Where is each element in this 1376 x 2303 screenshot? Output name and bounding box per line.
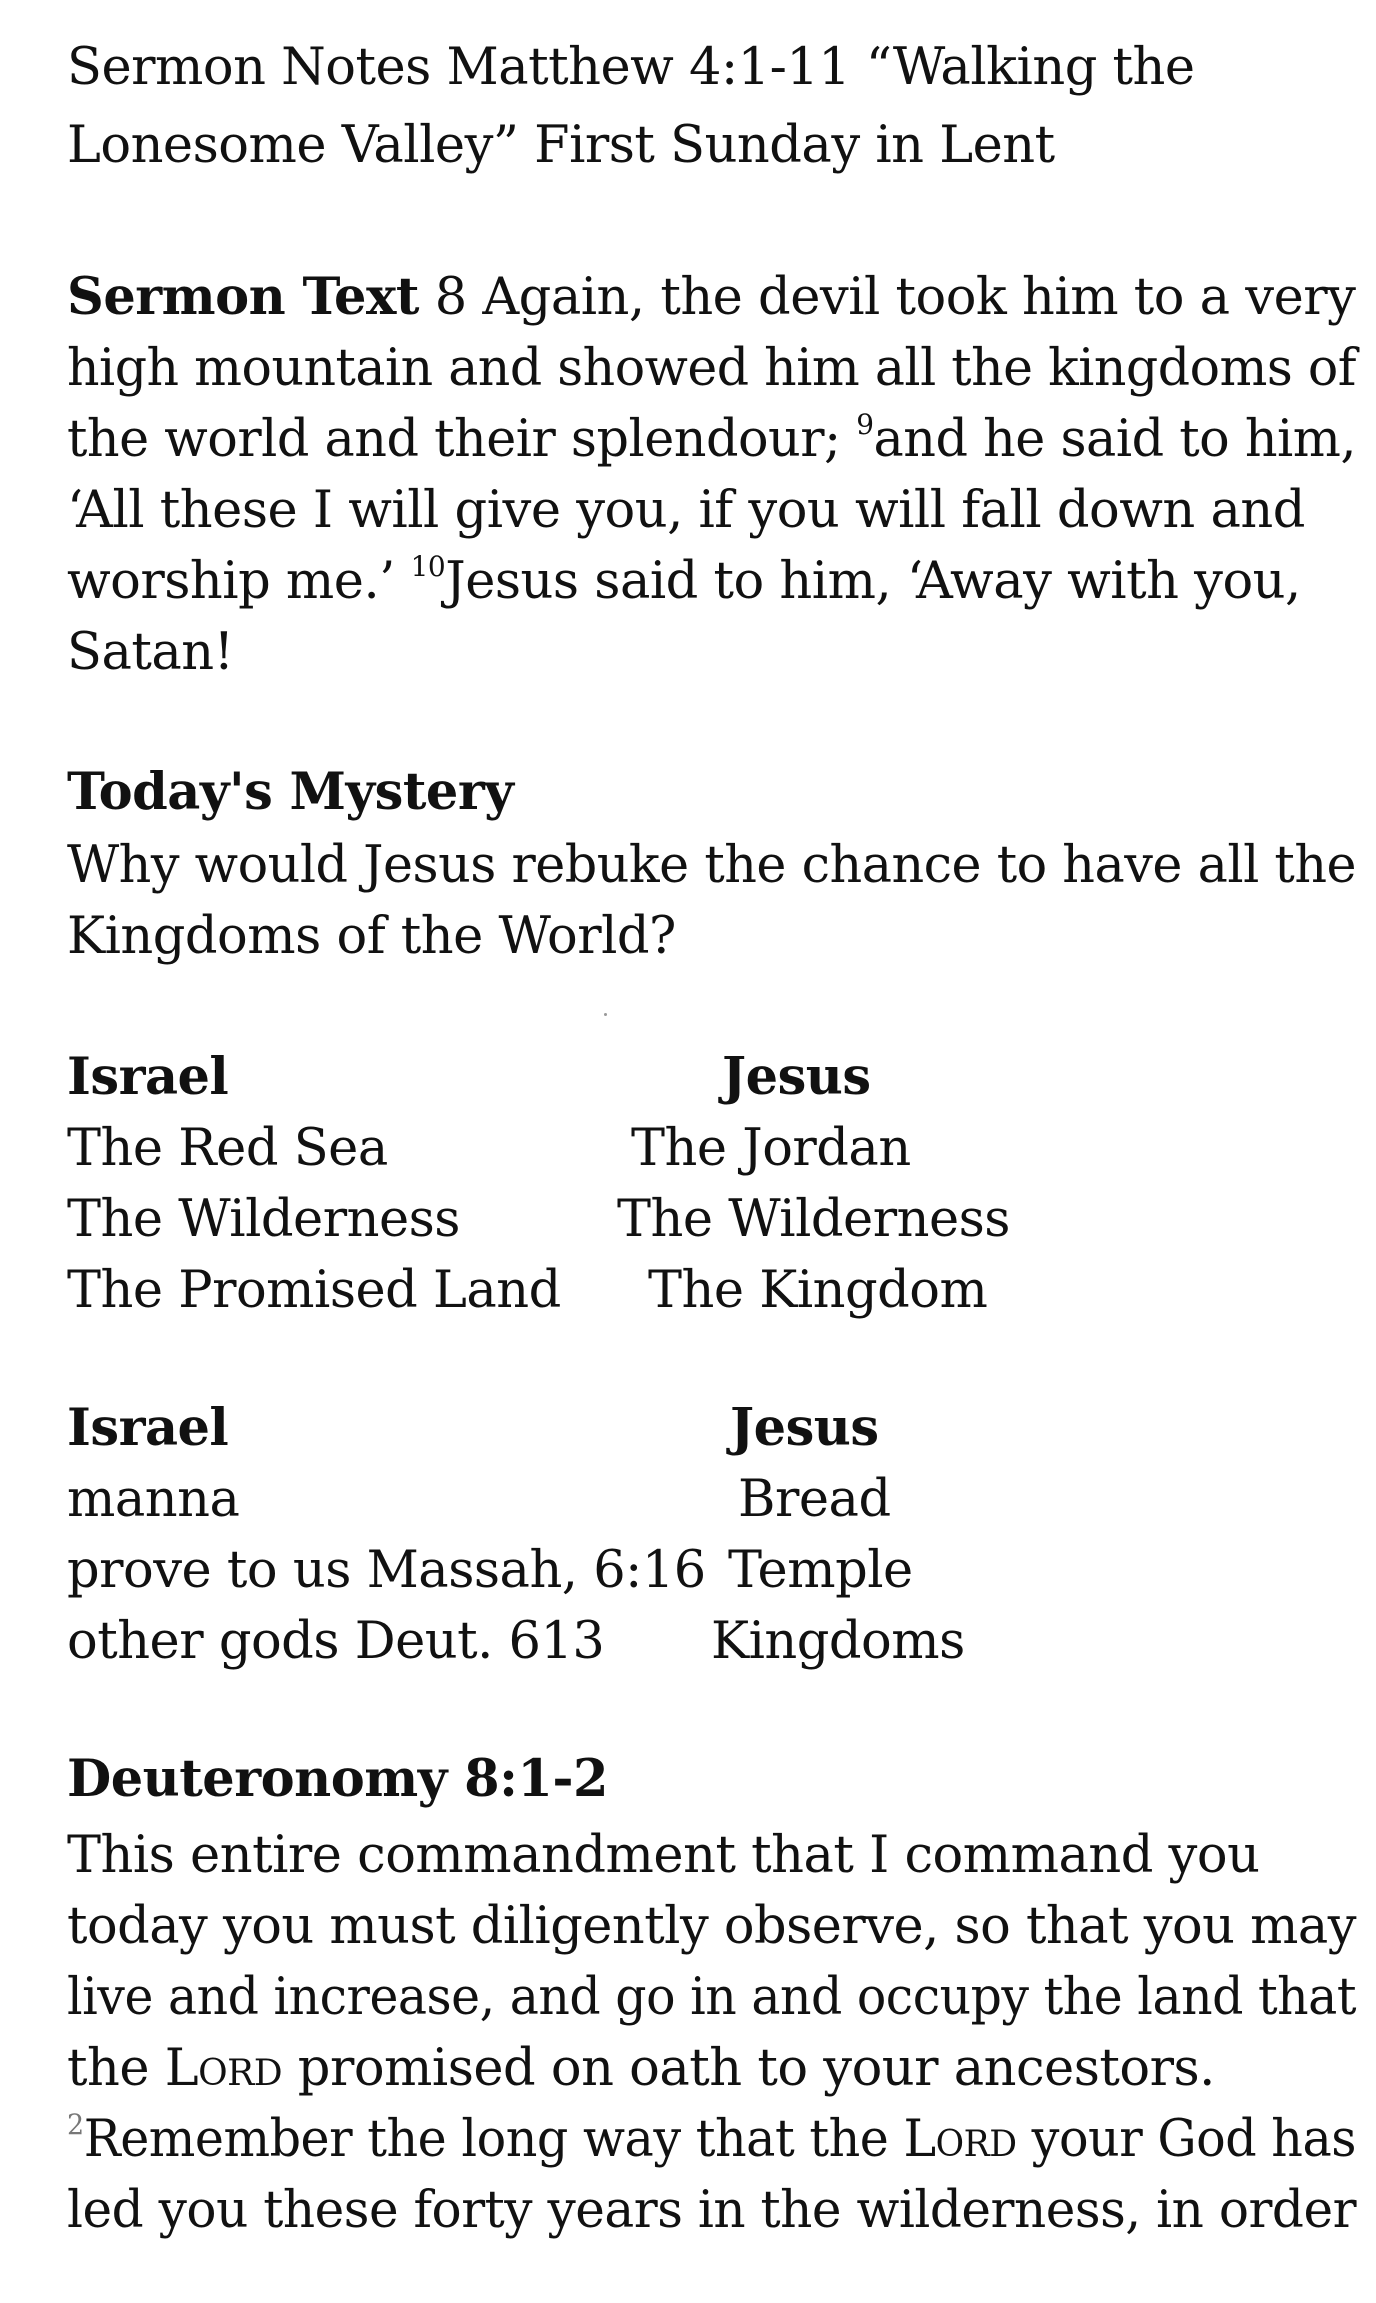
deuteronomy-line-4-b: promised on oath to your ancestors. — [282, 2039, 1215, 2098]
sermon-text-line-6: Satan! — [67, 623, 234, 682]
sermon-text-line-5-b: Jesus said to him, ‘Away with you, — [445, 552, 1301, 611]
comparison1-row-3-left: The Promised Land — [67, 1261, 561, 1320]
lord-small-caps: Lord — [903, 2110, 1017, 2169]
sermon-text-label: Sermon Text — [67, 267, 419, 327]
comparison1-left-header: Israel — [67, 1047, 229, 1107]
mystery-line-1: Why would Jesus rebuke the chance to have all the — [67, 836, 1357, 895]
sermon-text-line-5-a: worship me.’ — [67, 552, 411, 611]
deuteronomy-line-2: today you must diligently observe, so that you may — [67, 1897, 1357, 1956]
mystery-line-2: Kingdoms of the World? — [67, 907, 676, 966]
sermon-text-line-5 — [67, 550, 1301, 611]
sermon-text-line-4: ‘All these I will give you, if you will fall down and — [67, 481, 1305, 540]
sermon-text-line-1-rest: 8 Again, the devil took him to a very — [418, 268, 1356, 327]
comparison2-row-3-left: other gods Deut. 613 — [67, 1612, 605, 1671]
page-title-line-1: Sermon Notes Matthew 4:1-11 “Walking the — [67, 38, 1195, 97]
deuteronomy-line-5-a: Remember the long way that the — [83, 2110, 904, 2169]
verse-number-9: 9 — [856, 408, 874, 441]
scan-speck — [604, 1013, 607, 1016]
comparison1-row-1-left: The Red Sea — [67, 1119, 388, 1178]
deuteronomy-line-5 — [67, 2108, 1356, 2169]
sermon-text-line-1 — [67, 267, 1356, 327]
comparison2-row-3-right: Kingdoms — [711, 1612, 965, 1671]
deuteronomy-line-4 — [67, 2039, 1215, 2098]
comparison2-left-header: Israel — [67, 1398, 229, 1458]
sermon-text-line-2: high mountain and showed him all the kingdoms of — [67, 339, 1357, 398]
comparison1-row-3-right: The Kingdom — [648, 1261, 988, 1320]
sermon-text-line-3-a: the world and their splendour; — [67, 410, 857, 469]
comparison1-right-header: Jesus — [722, 1047, 871, 1107]
mystery-heading: Today's Mystery — [67, 762, 514, 822]
comparison1-row-2-left: The Wilderness — [67, 1190, 460, 1249]
lord-small-caps: Lord — [164, 2039, 283, 2098]
comparison2-row-2-right: Temple — [728, 1541, 913, 1600]
comparison2-row-2-left: prove to us Massah, 6:16 — [67, 1541, 706, 1600]
sermon-text-line-3 — [67, 408, 1357, 469]
comparison2-row-1-right: Bread — [738, 1470, 891, 1529]
page-title-line-2: Lonesome Valley” First Sunday in Lent — [67, 116, 1055, 175]
comparison2-row-1-left: manna — [67, 1470, 240, 1529]
deuteronomy-line-5-b: your God has — [1016, 2110, 1356, 2169]
deuteronomy-heading: Deuteronomy 8:1-2 — [67, 1749, 609, 1809]
sermon-text-line-3-b: and he said to him, — [873, 410, 1357, 469]
verse-number-10: 10 — [410, 550, 446, 583]
comparison1-row-2-right: The Wilderness — [617, 1190, 1010, 1249]
deuteronomy-line-4-a: the — [67, 2039, 165, 2098]
comparison2-right-header: Jesus — [730, 1398, 879, 1458]
deuteronomy-line-1: This entire commandment that I command you — [67, 1826, 1260, 1885]
deuteronomy-line-3: live and increase, and go in and occupy the land that — [67, 1968, 1357, 2027]
comparison1-row-1-right: The Jordan — [631, 1119, 911, 1178]
deuteronomy-line-6: led you these forty years in the wilderness, in order — [67, 2181, 1357, 2240]
verse-number-2: 2 — [67, 2108, 84, 2141]
